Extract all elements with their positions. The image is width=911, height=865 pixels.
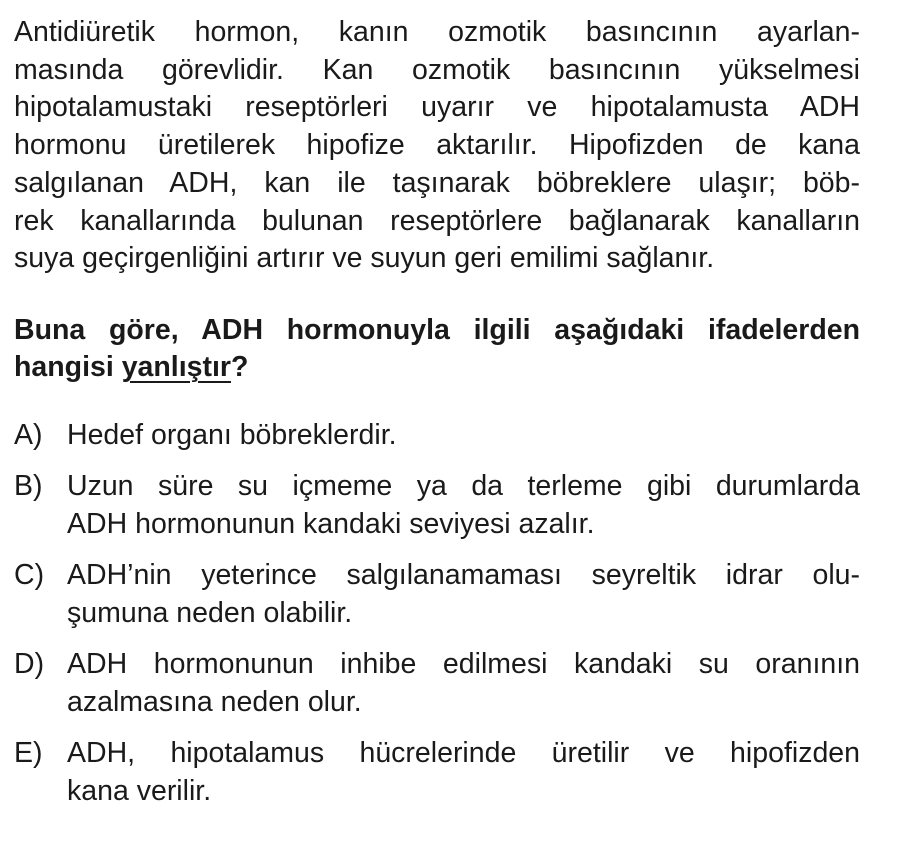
option-text: [67, 556, 860, 632]
option-line: kana verilir.: [67, 774, 212, 807]
passage-line: masında görevlidir. Kan ozmotik basıncının yükselmesi: [14, 53, 860, 86]
option-b[interactable]: [14, 467, 860, 543]
option-line: Hedef organı böbreklerdir.: [67, 418, 397, 451]
option-line: ADH hormonunun kandaki seviyesi azalır.: [67, 507, 595, 540]
option-line: ADH’nin yeterince salgılanamaması seyreltik idrar olu-: [67, 558, 860, 591]
option-line: şumuna neden olabilir.: [67, 596, 353, 629]
option-d[interactable]: [14, 645, 860, 721]
option-text: [67, 645, 860, 721]
passage-line: salgılanan ADH, kan ile taşınarak böbreklere ulaşır; böb-: [14, 166, 860, 199]
answer-options: [14, 416, 860, 810]
option-text: [67, 416, 860, 454]
option-c[interactable]: [14, 556, 860, 632]
option-text: [67, 467, 860, 543]
passage-text: [14, 14, 860, 278]
option-letter: C): [14, 558, 45, 591]
question-line: [14, 349, 860, 386]
option-line: ADH, hipotalamus hücrelerinde üretilir ve hipofizden: [67, 736, 860, 769]
passage-line: hipotalamustaki reseptörleri uyarır ve hipotalamusta ADH: [14, 91, 860, 124]
passage-line: suya geçirgenliğini artırır ve suyun geri emilimi sağlanır.: [14, 242, 715, 275]
passage-line: hormonu üretilerek hipofize aktarılır. Hipofizden de kana: [14, 129, 860, 162]
option-line: Uzun süre su içmeme ya da terleme gibi durumlarda: [67, 469, 860, 502]
question-line: Buna göre, ADH hormonuyla ilgili aşağıdaki ifadelerden: [14, 313, 860, 346]
option-letter: E): [14, 736, 43, 769]
passage-line: rek kanallarında bulunan reseptörlere bağlanarak kanalların: [14, 204, 860, 237]
option-line: ADH hormonunun inhibe edilmesi kandaki su oranının: [67, 647, 860, 680]
option-line: azalmasına neden olur.: [67, 685, 362, 718]
passage-line: Antidiüretik hormon, kanın ozmotik basıncının ayarlan-: [14, 16, 860, 48]
question-page: [14, 14, 860, 823]
option-letter: D): [14, 647, 45, 680]
question-emphasis: yanlıştır: [121, 350, 231, 383]
question-prefix: hangisi: [14, 350, 122, 383]
option-e[interactable]: [14, 734, 860, 810]
question-suffix: ?: [230, 350, 249, 383]
option-letter: A): [14, 418, 43, 451]
option-letter: B): [14, 469, 43, 502]
question-stem: [14, 312, 860, 386]
option-a[interactable]: [14, 416, 860, 454]
option-text: [67, 734, 860, 810]
